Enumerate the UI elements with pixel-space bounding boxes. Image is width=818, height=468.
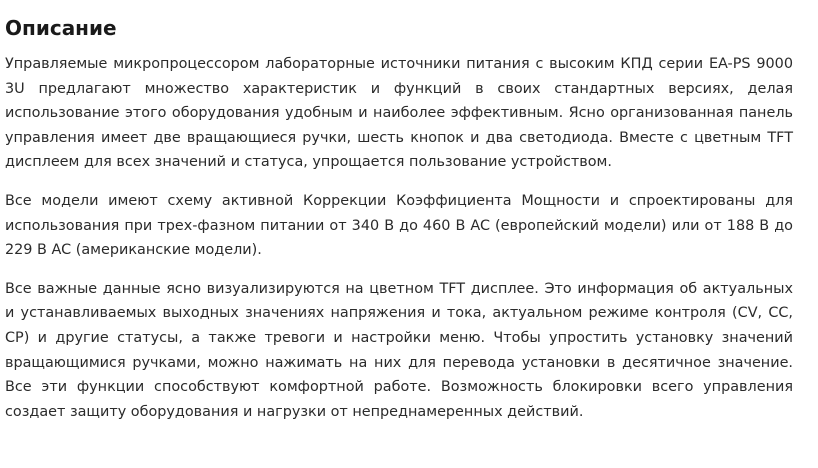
section-title: Описание	[5, 16, 117, 40]
paragraph-display: Все важные данные ясно визуализируются на цветном TFT дисплее. Это информация об актуальных и устанавливаемых выходных значениях напряжения и тока, актуальном режиме контроля (CV, CC, CP) и другие статусы, а также тревоги и настройки меню. Чтобы упростить установку значений вращающимися ручками, можно нажимать на них для перевода установки в десятичное значение. Все эти функции способствуют комфортной работе. Возможность блокировки всего управления создает защиту оборудования и нагрузки от непреднамеренных действий.	[5, 280, 793, 420]
paragraph-power-factor: Все модели имеют схему активной Коррекции Коэффициента Мощности и спроектированы для использования при трех-фазном питании от 340 В до 460 В AC (европейский модели) или от 188 В до 229 В AC (американские модели).	[5, 192, 793, 259]
paragraph-overview: Управляемые микропроцессором лабораторные источники питания с высоким КПД серии EA-PS 9000 3U предлагают множество характеристик и функций в своих стандартных версиях, делая использование этого оборудования удобным и наиболее эффективным. Ясно организованная панель управления имеет две вращающиеся ручки, шесть кнопок и два светодиода. Вместе с цветным TFT дисплеем для всех значений и статуса, упрощается пользование устройством.	[5, 56, 793, 171]
